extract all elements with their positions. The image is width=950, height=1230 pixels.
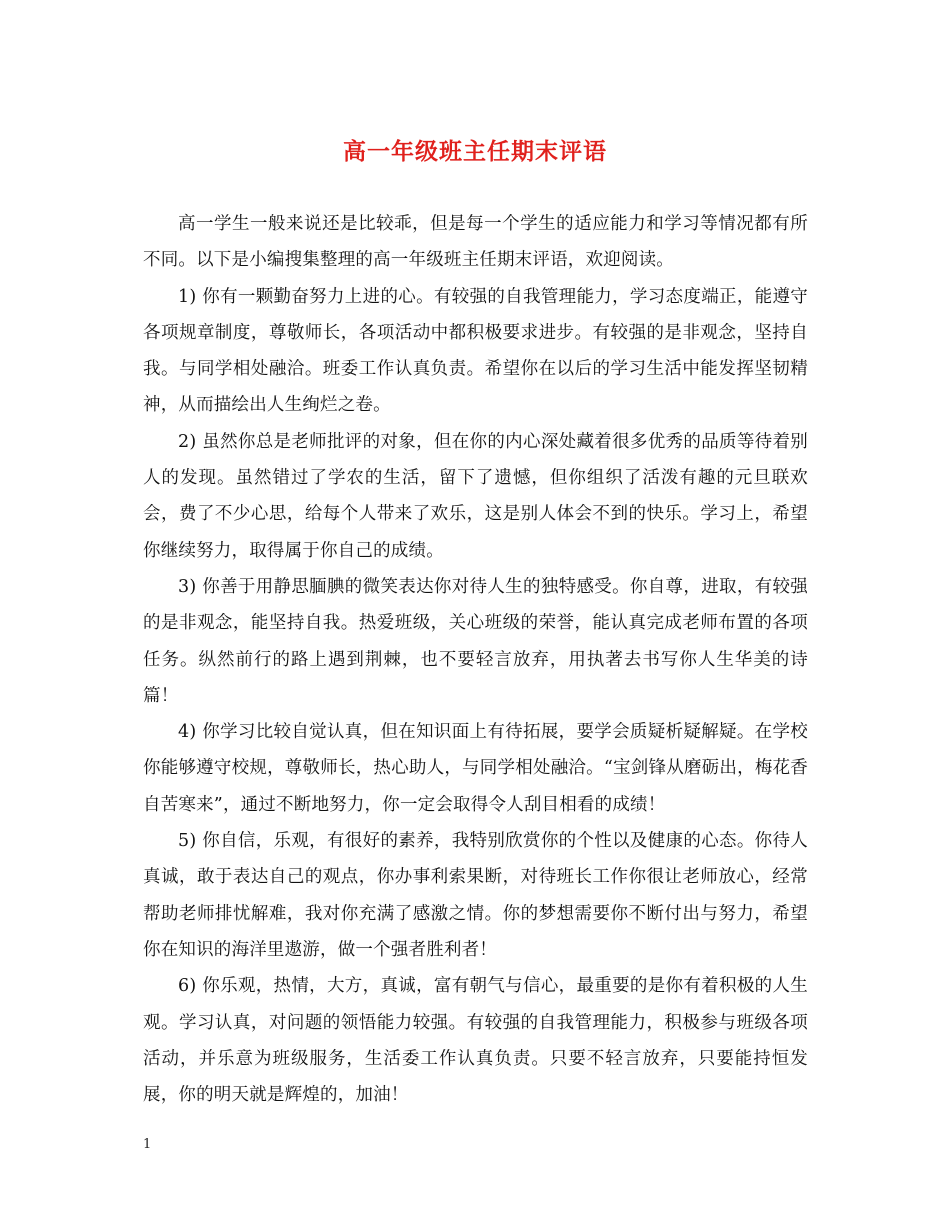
document-body — [143, 206, 808, 1113]
page-number: 1 — [143, 1137, 152, 1152]
comment-paragraph-2: 2) 虽然你总是老师批评的对象，但在你的内心深处藏着很多优秀的品质等待着别人的发现。虽然错过了学农的生活，留下了遗憾，但你组织了活泼有趣的元旦联欢会，费了不少心思，给每个人带来了欢乐，这是别人体会不到的快乐。学习上，希望你继续努力，取得属于你自己的成绩。 — [143, 431, 808, 561]
intro-paragraph: 高一学生一般来说还是比较乖，但是每一个学生的适应能力和学习等情况都有所不同。以下是小编搜集整理的高一年级班主任期末评语，欢迎阅读。 — [143, 214, 808, 271]
comment-paragraph-4: 4) 你学习比较自觉认真，但在知识面上有待拓展，要学会质疑析疑解疑。在学校你能够遵守校规，尊敬师长，热心助人，与同学相处融洽。“宝剑锋从磨砺出，梅花香自苦寒来”，通过不断地努力，你一定会取得令人刮目相看的成绩！ — [143, 722, 808, 815]
document-title: 高一年级班主任期末评语 — [343, 138, 607, 165]
comment-paragraph-3: 3) 你善于用静思腼腆的微笑表达你对待人生的独特感受。你自尊，进取，有较强的是非观念，能坚持自我。热爱班级，关心班级的荣誉，能认真完成老师布置的各项任务。纵然前行的路上遇到荆棘，也不要轻言放弃，用执著去书写你人生华美的诗篇！ — [143, 576, 808, 706]
comment-paragraph-1: 1) 你有一颗勤奋努力上进的心。有较强的自我管理能力，学习态度端正，能遵守各项规章制度，尊敬师长，各项活动中都积极要求进步。有较强的是非观念，坚持自我。与同学相处融洽。班委工作认真负责。希望你在以后的学习生活中能发挥坚韧精神，从而描绘出人生绚烂之卷。 — [143, 286, 808, 416]
comment-paragraph-5: 5) 你自信，乐观，有很好的素养，我特别欣赏你的个性以及健康的心态。你待人真诚，敢于表达自己的观点，你办事利索果断，对待班长工作你很让老师放心，经常帮助老师排忧解难，我对你充满了感激之情。你的梦想需要你不断付出与努力，希望你在知识的海洋里遨游，做一个强者胜利者！ — [143, 831, 808, 960]
comment-paragraph-6: 6) 你乐观，热情，大方，真诚，富有朝气与信心，最重要的是你有着积极的人生观。学习认真，对问题的领悟能力较强。有较强的自我管理能力，积极参与班级各项活动，并乐意为班级服务，生活委工作认真负责。只要不轻言放弃，只要能持恒发展，你的明天就是辉煌的，加油！ — [143, 976, 808, 1106]
